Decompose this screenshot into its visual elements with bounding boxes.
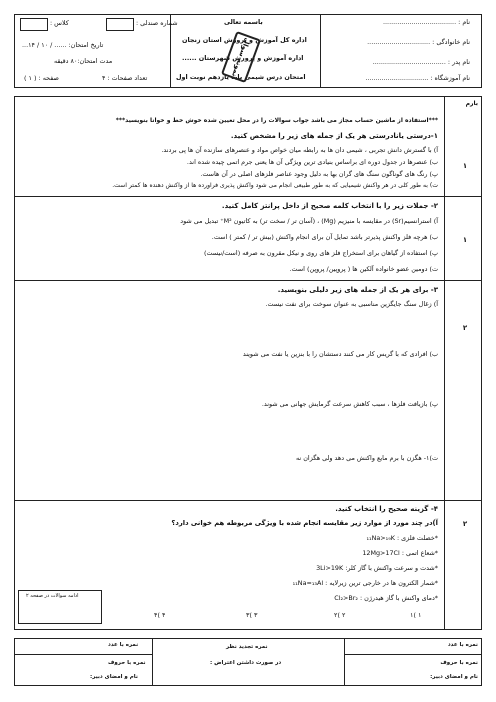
q1-item-d: ت) به طور کلی در هر واکنش شیمیایی که به طور طبیعی انجام می شود واکنش پذیری فراورده ها از واکنش دهنده ها کمتر است. xyxy=(112,182,438,189)
q3-separator xyxy=(14,500,482,501)
q2-score: ۱ xyxy=(462,236,468,244)
exam-sheet xyxy=(14,14,482,688)
q3-item-a: آ) زغال سنگ جایگزین مناسبی به عنوان سوخت برای نفت نیست. xyxy=(265,300,438,308)
q3-title: ۳- برای هر یک از جمله های زیر دلیلی بنویسید. xyxy=(277,286,438,294)
q4-score: ۲ xyxy=(462,520,468,528)
score-letter-left: نمره با حروف xyxy=(108,660,146,666)
score-number-right: نمره با عدد xyxy=(447,642,478,648)
class-label: کلاس : xyxy=(50,19,69,27)
q4-item-1: *خصلت فلزی : ₁₁Na>₁₉K xyxy=(366,534,438,542)
q2-item-d: ت) دومین عضو خانواده آلکین ها ( پروپین/ پروپن) است. xyxy=(289,265,438,273)
q3-item-b: ب) افرادی که با گریس کار می کنند دستشان را با بنزین یا نفت می شویند xyxy=(242,350,438,358)
family-field: نام خانوادگی : ............................... xyxy=(367,38,470,46)
teacher-signature-left: نام و امضای دبیر: xyxy=(90,674,138,680)
footer-divider-right xyxy=(344,638,345,686)
q1-item-b: ب) عنصرها در جدول دوره ای براساس بنیادی ترین ویژگی آن ها یعنی جرم اتمی چیده شده اند. xyxy=(186,158,438,166)
footer-row-line-left xyxy=(14,654,152,655)
name-field: نام : .................................... xyxy=(382,18,470,26)
footer-divider-left xyxy=(152,638,153,686)
q4-option-2: ۲ )۲ xyxy=(334,611,346,619)
seat-box xyxy=(106,18,134,31)
footer-row-line-right xyxy=(344,654,482,655)
q4-item-5: *دمای واکنش با گاز هیدرژن : Cl₂>Br₂ xyxy=(334,594,438,602)
stamp-logo: نمونه سوال xyxy=(221,31,261,83)
q2-item-a: آ) استرانسیم(Sr) در مقایسه با منیزیم (Mg) ، (آسان تر / سخت تر) به کاتیون M²⁺ تبدیل می شود xyxy=(180,217,438,225)
q4-item-3: *شدت و سرعت واکنش با گاز کلر: 3Li>19K xyxy=(316,564,438,572)
q3-score: ۲ xyxy=(462,324,468,332)
q2-title: ۲- جملات زیر را با انتخاب کلمه صحیح از داخل پرانتز کامل کنید. xyxy=(221,202,438,210)
q4-subquestion: آ)در چند مورد از موارد زیر مقایسه انجام شده با ویژگی مربوطه هم خوانی دارد؟ xyxy=(171,519,438,527)
score-column-divider xyxy=(444,96,445,630)
page-number: صفحه : ( ۱ ) xyxy=(24,74,59,82)
exam-date: تاریخ امتحان: ...... / ۱۰ / ۱۴... xyxy=(22,41,104,49)
org-line-2: اداره آموزش و پرورش شهرستان ...... xyxy=(182,54,304,62)
q2-separator xyxy=(14,280,482,281)
continue-note: ادامه سوالات در صفحه ۲ xyxy=(26,593,79,599)
org-line-1: اداره کل آموزش و پرورش استان زنجان xyxy=(182,36,307,44)
page-count: تعداد صفحات : ۴ xyxy=(102,74,148,82)
father-field: نام پدر : .................................... xyxy=(372,58,470,66)
exam-duration: مدت امتحان:۸۰ دقیقه xyxy=(54,57,113,65)
bismillah: باسمه تعالی xyxy=(224,18,263,26)
exam-title: امتحان درس شیمی پایه یازدهم نوبت اول xyxy=(176,73,306,81)
q1-score: ۱ xyxy=(462,162,468,170)
seat-label: شماره صندلی : xyxy=(136,19,178,27)
instructions: ***استفاده از ماشین حساب مجاز می باشد جواب سوالات را در محل تعیین شده خوش خط و خوانا بنویسید*** xyxy=(115,117,438,124)
q1-item-c: پ) رنگ های گوناگون سنگ های گران بها به دلیل وجود عناصر فلزهای اصلی در آن هاست. xyxy=(200,170,438,178)
teacher-signature-right: نام و امضای دبیر: xyxy=(430,674,478,680)
score-column-header: بارم xyxy=(465,100,478,107)
review-label-2: در صورت داشتن اعتراض : xyxy=(210,660,282,666)
review-label: نمره تجدید نظر xyxy=(226,644,268,650)
header-divider-right xyxy=(320,14,321,88)
q4-option-1: ۱ )۱ xyxy=(410,611,422,619)
q4-item-2: *شعاع اتمی : 12Mg>17Cl xyxy=(362,549,438,557)
q4-option-4: ۴ )۴ xyxy=(154,611,166,619)
q1-title: ۱-درستی یانادرستی هر یک از جمله های زیر را مشخص کنید. xyxy=(230,132,438,140)
q2-item-c: پ) استفاده از گیاهان برای استخراج فلز های روی و نیکل مقرون به صرفه (است/نیست) xyxy=(203,249,438,257)
q4-title: ۴- گزینه صحیح را انتخاب کنید. xyxy=(335,505,438,513)
q1-item-a: آ) با گسترش دانش تجربی ، شیمی دان ها به رابطه میان خواص مواد و عنصرهای سازنده آن ها پی بردند. xyxy=(161,146,438,154)
q4-option-3: ۳ )۳ xyxy=(246,611,258,619)
q3-item-c: پ) بازیافت فلزها ، سبب کاهش سرعت گرمایش جهانی می شوند. xyxy=(261,400,438,408)
class-box xyxy=(20,18,48,31)
q1-separator xyxy=(14,196,482,197)
score-letter-right: نمره با حروف xyxy=(440,660,478,666)
q2-item-b: ب) هرچه فلز واکنش پذیرتر باشد تمایل آن برای انجام واکنش (بیش تر / کمتر ) است. xyxy=(211,233,438,241)
q4-item-4: *شمار الکترون ها در خارجی ترین زیرلایه : ₁₁Na=₁₃Al xyxy=(292,579,438,587)
score-number-left: نمره با عدد xyxy=(108,642,139,648)
school-field: نام آموزشگاه : ............................... xyxy=(365,74,470,82)
q3-item-d: ت)۱- هگزن با برم مایع واکنش می دهد ولی هگزان نه xyxy=(296,454,438,462)
